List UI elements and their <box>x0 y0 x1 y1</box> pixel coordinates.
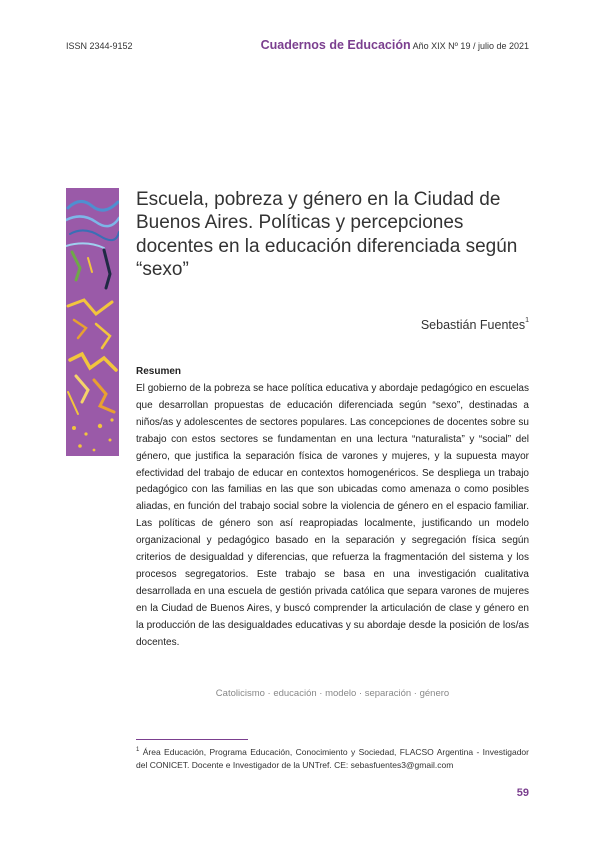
journal-issue: Año XIX Nº 19 / julio de 2021 <box>412 41 529 51</box>
author-line <box>421 318 529 332</box>
journal-masthead <box>261 38 529 52</box>
journal-name: Cuadernos de Educación <box>260 38 411 52</box>
page-number: 59 <box>516 787 529 799</box>
abstract-heading: Resumen <box>136 366 182 377</box>
footnote-divider <box>136 739 248 740</box>
footnote-text: Área Educación, Programa Educación, Conocimiento y Sociedad, FLACSO Argentina - Investigador del CONICET. Docente e Investigador de la UNTref. CE: sebasfuentes3@gmail.com <box>136 746 529 770</box>
article-title: Escuela, pobreza y género en la Ciudad de Buenos Aires. Políticas y percepciones docentes en la educación diferenciada según “sexo” <box>136 189 518 280</box>
footnote-mark: 1 <box>136 747 140 753</box>
author-footnote-mark[interactable]: 1 <box>525 317 529 324</box>
crayon-art-icon <box>66 188 119 456</box>
abstract-text: El gobierno de la pobreza se hace política educativa y abordaje pedagógico en escuelas que desarrollan propuestas de educación diferenciada según “sexo”, destinadas a niños/as y adolescentes de sectores populares. Las concepciones de docentes sobre su trabajo con estos sectores se fundamentan en una lectura “naturalista” y “social” del género, que justifica la separación física de varones y mujeres, y la supuesta mayor efectividad del trabajo de educar en contextos homogenéricos. Se despliega un trabajo pedagógico con las familias en las que son ubicadas como amenaza o como posibles aliadas, en función del trabajo social sobre la violencia de género en el espacio familiar. Las políticas de género son así reapropiadas localmente, justificando un modelo organizacional y pedagógico basado en la separación y segregación física según criterios de desigualdad y diferencias, que refuerza la fragmentación del sistema y los procesos segregatorios. Este trabajo se basa en una investigación cualitativa desarrollada en una escuela de gestión privada católica que separa varones de mujeres en la Ciudad de Buenos Aires, y buscó comprender la articulación de clase y género en la producción de las desigualdades educativas y su abordaje desde la posición de los/as docentes. <box>136 383 529 648</box>
keywords: Catolicismo · educación · modelo · separación · género <box>215 688 450 699</box>
footnote <box>136 744 529 772</box>
author-name: Sebastián Fuentes <box>420 318 526 332</box>
issn-label: ISSN 2344-9152 <box>66 41 133 51</box>
decorative-side-artwork <box>66 188 119 456</box>
